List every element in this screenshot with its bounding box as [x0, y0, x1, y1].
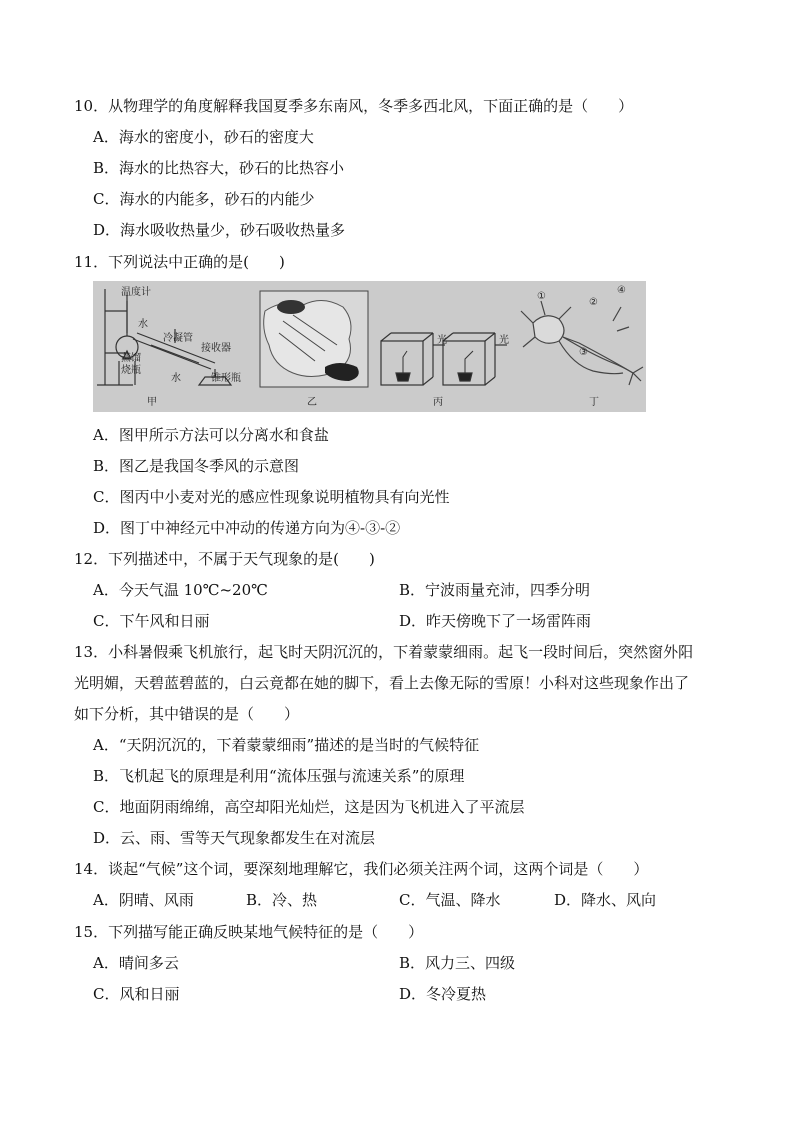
china-map-drawing — [260, 291, 368, 387]
question-12-option-b: B．宁波雨量充沛，四季分明 — [399, 581, 591, 599]
question-15-option-a: A．晴间多云 — [93, 954, 179, 972]
question-13-option-a: A．“天阴沉沉的，下着蒙蒙细雨”描述的是当时的气候特征 — [93, 736, 480, 754]
label-yi: 乙 — [307, 397, 317, 408]
question-14-stem: 14．谈起“气候”这个词，要深刻地理解它，我们必须关注两个词，这两个词是（ ） — [74, 860, 649, 878]
question-15-option-d: D．冬冷夏热 — [399, 985, 487, 1003]
question-11-figure — [93, 281, 646, 412]
label-condenser: 冷凝管 — [163, 333, 193, 344]
question-11-option-d: D．图丁中神经元中冲动的传递方向为④-③-② — [93, 519, 401, 537]
label-flask: 蒸馏 — [121, 353, 141, 364]
question-13-stem-line-1: 13．小科暑假乘飞机旅行，起飞时天阴沉沉的，下着蒙蒙细雨。起飞一段时间后，突然窗外阳 — [74, 643, 694, 661]
label-thermometer: 温度计 — [121, 287, 151, 298]
label-conical-flask: 锥形瓶 — [211, 373, 241, 384]
question-14-option-b: B．冷、热 — [246, 891, 318, 909]
question-13-option-b: B．飞机起飞的原理是利用“流体压强与流速关系”的原理 — [93, 767, 465, 785]
question-13-stem-line-3: 如下分析，其中错误的是（ ） — [74, 705, 300, 723]
label-light-2: 光 — [499, 335, 509, 346]
figure-illustration — [93, 281, 646, 412]
question-10-stem: 10．从物理学的角度解释我国夏季多东南风，冬季多西北风，下面正确的是（ ） — [74, 97, 634, 115]
question-15-option-c: C．风和日丽 — [93, 985, 180, 1003]
label-water-outlet: 水 — [171, 373, 181, 384]
label-receiver: 接收器 — [201, 343, 231, 354]
question-11-stem: 11．下列说法中正确的是( ) — [74, 253, 285, 271]
question-14-option-c: C．气温、降水 — [399, 891, 501, 909]
label-light-1: 光 — [437, 335, 447, 346]
label-neuron-3: ③ — [579, 347, 588, 358]
question-13-option-d: D．云、雨、雪等天气现象都发生在对流层 — [93, 829, 376, 847]
label-neuron-2: ② — [589, 297, 598, 308]
label-flask-2: 烧瓶 — [121, 365, 141, 376]
question-11-option-a: A．图甲所示方法可以分离水和食盐 — [93, 426, 329, 444]
question-13-option-c: C．地面阴雨绵绵，高空却阳光灿烂，这是因为飞机进入了平流层 — [93, 798, 525, 816]
question-10-option-d: D．海水吸收热量少，砂石吸收热量多 — [93, 221, 346, 239]
question-12-option-d: D．昨天傍晚下了一场雷阵雨 — [399, 612, 592, 630]
question-11-option-b: B．图乙是我国冬季风的示意图 — [93, 457, 300, 475]
question-12-stem: 12．下列描述中，不属于天气现象的是( ) — [74, 550, 375, 568]
question-10-option-a: A．海水的密度小，砂石的密度大 — [93, 128, 314, 146]
question-11-option-c: C．图丙中小麦对光的感应性现象说明植物具有向光性 — [93, 488, 450, 506]
question-14-option-d: D．降水、风向 — [554, 891, 657, 909]
label-bing: 丙 — [433, 397, 443, 408]
question-10-option-c: C．海水的内能多，砂石的内能少 — [93, 190, 315, 208]
label-water-inlet: 水 — [138, 319, 148, 330]
question-13-stem-line-2: 光明媚，天碧蓝碧蓝的，白云竟都在她的脚下，看上去像无际的雪原！小科对这些现象作出了 — [74, 674, 690, 692]
label-neuron-1: ① — [537, 291, 546, 302]
question-15-stem: 15．下列描写能正确反映某地气候特征的是（ ） — [74, 923, 424, 941]
question-12-option-c: C．下午风和日丽 — [93, 612, 210, 630]
label-ding: 丁 — [589, 397, 599, 408]
label-jia: 甲 — [147, 397, 157, 408]
question-14-option-a: A．阴晴、风雨 — [93, 891, 194, 909]
question-15-option-b: B．风力三、四级 — [399, 954, 516, 972]
question-12-option-a: A．今天气温 10℃~20℃ — [93, 581, 268, 599]
question-10-option-b: B．海水的比热容大，砂石的比热容小 — [93, 159, 345, 177]
label-neuron-4: ④ — [617, 285, 626, 296]
